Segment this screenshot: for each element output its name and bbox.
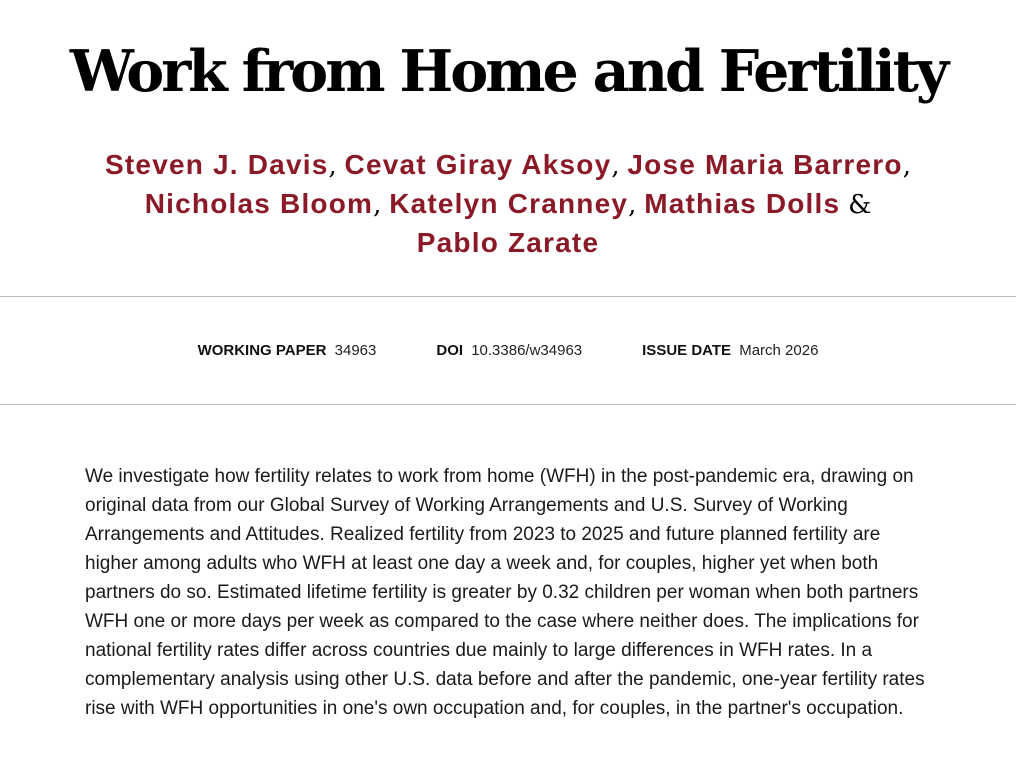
- author-link-aksoy[interactable]: Cevat Giray Aksoy: [344, 149, 612, 180]
- working-paper-value: 34963: [334, 342, 377, 359]
- doi: [436, 342, 582, 359]
- author-link-dolls[interactable]: Mathias Dolls: [644, 188, 841, 219]
- author-ampersand: &: [848, 190, 872, 220]
- author-separator: ,: [628, 190, 637, 220]
- issue-date-value: March 2026: [739, 342, 819, 359]
- author-separator: ,: [373, 190, 382, 220]
- author-separator: ,: [328, 151, 337, 181]
- author-link-zarate[interactable]: Pablo Zarate: [416, 227, 600, 258]
- author-separator: ,: [611, 151, 620, 181]
- doi-value: 10.3386/w34963: [471, 342, 583, 359]
- abstract-text: We investigate how fertility relates to work from home (WFH) in the post-pandemic era, drawing on original data from our Global Survey of Working Arrangements and U.S. Survey of Working Arrangements and Attitudes. Realized fertility from 2023 to 2025 and future planned fertility are higher among adults who WFH at least one day a week and, for couples, higher yet when both partners do so. Estimated lifetime fertility is greater by 0.32 children per woman when both partners WFH one or more days per week as compared to the case where neither does. The implications for national fertility rates differ across countries due mainly to large differences in WFH rates. In a complementary analysis using other U.S. data before and after the pandemic, one-year fertility rates rise with WFH opportunities in one's own occupation and, for couples, in the partner's occupation.: [85, 466, 925, 719]
- paper-title: Work from Home and Fertility: [69, 38, 947, 105]
- author-link-barrero[interactable]: Jose Maria Barrero: [627, 149, 903, 180]
- author-link-davis[interactable]: Steven J. Davis: [105, 149, 329, 180]
- doi-label: DOI: [436, 342, 464, 359]
- author-separator: ,: [902, 151, 911, 181]
- issue-date-label: ISSUE DATE: [642, 342, 732, 359]
- author-link-cranney[interactable]: Katelyn Cranney: [389, 188, 629, 219]
- author-list: [40, 146, 976, 262]
- paper-metadata-bar: [0, 296, 1016, 405]
- author-link-bloom[interactable]: Nicholas Bloom: [144, 188, 374, 219]
- working-paper-label: WORKING PAPER: [197, 342, 327, 359]
- working-paper-number: [198, 342, 377, 359]
- issue-date: [642, 342, 818, 359]
